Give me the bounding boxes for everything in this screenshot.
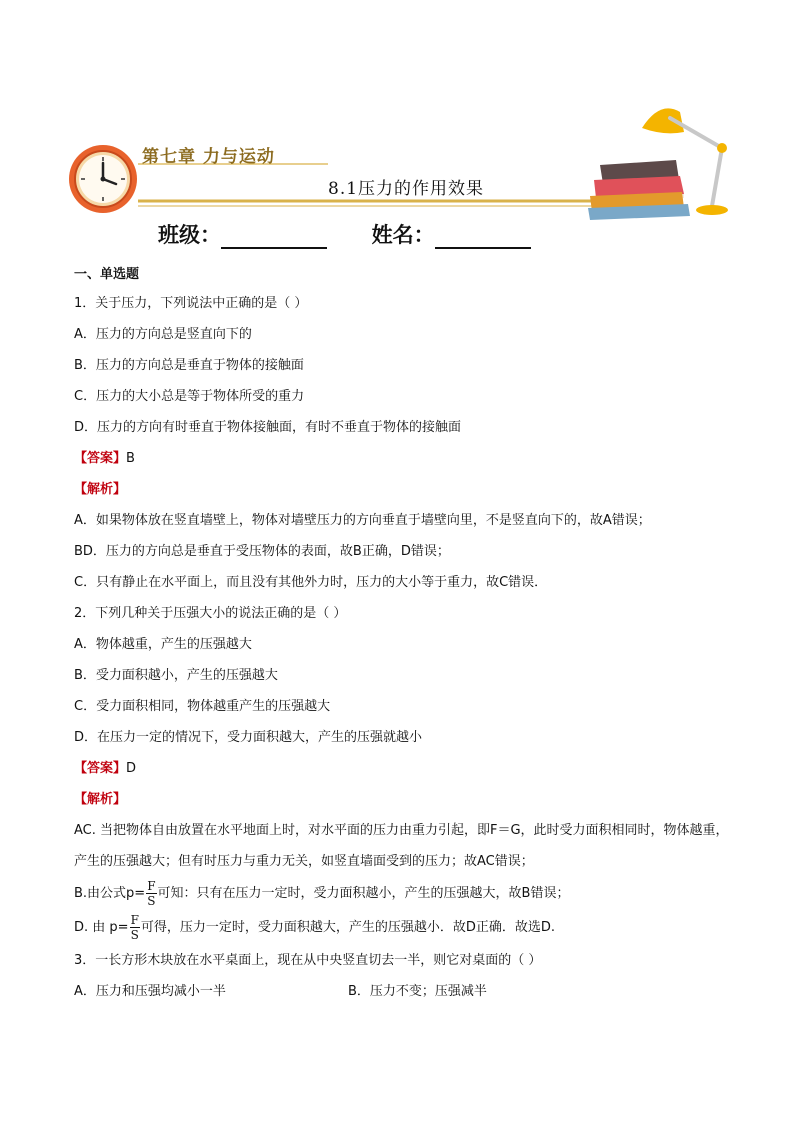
formula-numerator: F bbox=[130, 913, 139, 927]
section-heading: 一、单选题 bbox=[74, 267, 140, 282]
formula-numerator: F bbox=[147, 879, 156, 893]
q3-stem: 3．一长方形木块放在水平桌面上，现在从中央竖直切去一半，则它对桌面的（ ） bbox=[74, 953, 542, 968]
q1-option-a: A．压力的方向总是竖直向下的 bbox=[74, 327, 252, 342]
q1-analysis-bd: BD．压力的方向总是垂直于受压物体的表面，故B正确，D错误； bbox=[74, 544, 450, 559]
student-info bbox=[158, 219, 531, 249]
q2-analysis-b bbox=[74, 877, 734, 911]
lesson-title: 8.1压力的作用效果 bbox=[328, 179, 485, 199]
q1-answer bbox=[74, 443, 734, 474]
chapter-title: 第七章 力与运动 bbox=[142, 147, 275, 167]
class-label: 班级： bbox=[158, 222, 221, 247]
analysis-tag: 【解析】 bbox=[74, 482, 127, 497]
q2-option-c: C．受力面积相同，物体越重产生的压强越大 bbox=[74, 699, 331, 714]
q3-option-a: A．压力和压强均减小一半 bbox=[74, 984, 226, 999]
q3-options bbox=[74, 976, 734, 1007]
q1-analysis-c: C．只有静止在水平面上，而且没有其他外力时，压力的大小等于重力，故C错误． bbox=[74, 575, 548, 590]
clock-icon bbox=[69, 145, 137, 213]
pressure-formula bbox=[130, 913, 140, 942]
q1-option-b: B．压力的方向总是垂直于物体的接触面 bbox=[74, 358, 304, 373]
q2-stem: 2．下列几种关于压强大小的说法正确的是（ ） bbox=[74, 606, 347, 621]
q2-analysis-ac: AC. 当把物体自由放置在水平地面上时，对水平面的压力由重力引起，即F＝G，此时受力面积相同时，物体越重，产生的压强越大；但有时压力与重力无关，如竖直墙面受到的压力；故AC错误； bbox=[74, 823, 729, 869]
formula-denominator: S bbox=[130, 928, 139, 942]
q2-analysis-d bbox=[74, 911, 734, 945]
books-icon bbox=[588, 160, 690, 220]
q1-stem: 1．关于压力，下列说法中正确的是（ ） bbox=[74, 296, 308, 311]
pressure-formula bbox=[146, 879, 156, 908]
q2-option-b: B．受力面积越小，产生的压强越大 bbox=[74, 668, 278, 683]
class-blank[interactable] bbox=[221, 225, 327, 249]
q1-analysis-heading bbox=[74, 474, 734, 505]
q1-answer-value: B bbox=[126, 451, 135, 466]
q2-analysis-heading bbox=[74, 784, 734, 815]
q2-analysis-d-post: 可得，压力一定时，受力面积越大，产生的压强越小．故D正确．故选D. bbox=[140, 920, 556, 935]
name-label: 姓名： bbox=[371, 222, 435, 247]
q1-option-c: C．压力的大小总是等于物体所受的重力 bbox=[74, 389, 305, 404]
q2-option-a: A．物体越重，产生的压强越大 bbox=[74, 637, 252, 652]
q1-option-d: D．压力的方向有时垂直于物体接触面，有时不垂直于物体的接触面 bbox=[74, 420, 462, 435]
q2-analysis-b-pre: B.由公式p= bbox=[74, 886, 146, 901]
worksheet-content bbox=[74, 262, 734, 1007]
formula-denominator: S bbox=[147, 894, 156, 908]
q2-answer bbox=[74, 753, 734, 784]
q1-analysis-a: A．如果物体放在竖直墙壁上，物体对墙壁压力的方向垂直于墙壁向里，不是竖直向下的，故A错误； bbox=[74, 513, 651, 528]
q3-option-b: B．压力不变；压强减半 bbox=[348, 984, 487, 999]
q2-analysis-d-pre: D. 由 p= bbox=[74, 920, 129, 935]
header-decoration bbox=[0, 0, 794, 240]
answer-tag: 【答案】 bbox=[74, 761, 127, 776]
answer-tag: 【答案】 bbox=[74, 451, 127, 466]
q2-analysis-b-post: 可知：只有在压力一定时，受力面积越小，产生的压强越大，故B错误； bbox=[157, 886, 570, 901]
q2-option-d: D．在压力一定的情况下，受力面积越大，产生的压强就越小 bbox=[74, 730, 423, 745]
analysis-tag: 【解析】 bbox=[74, 792, 127, 807]
name-blank[interactable] bbox=[435, 225, 531, 249]
q2-answer-value: D bbox=[126, 761, 137, 776]
